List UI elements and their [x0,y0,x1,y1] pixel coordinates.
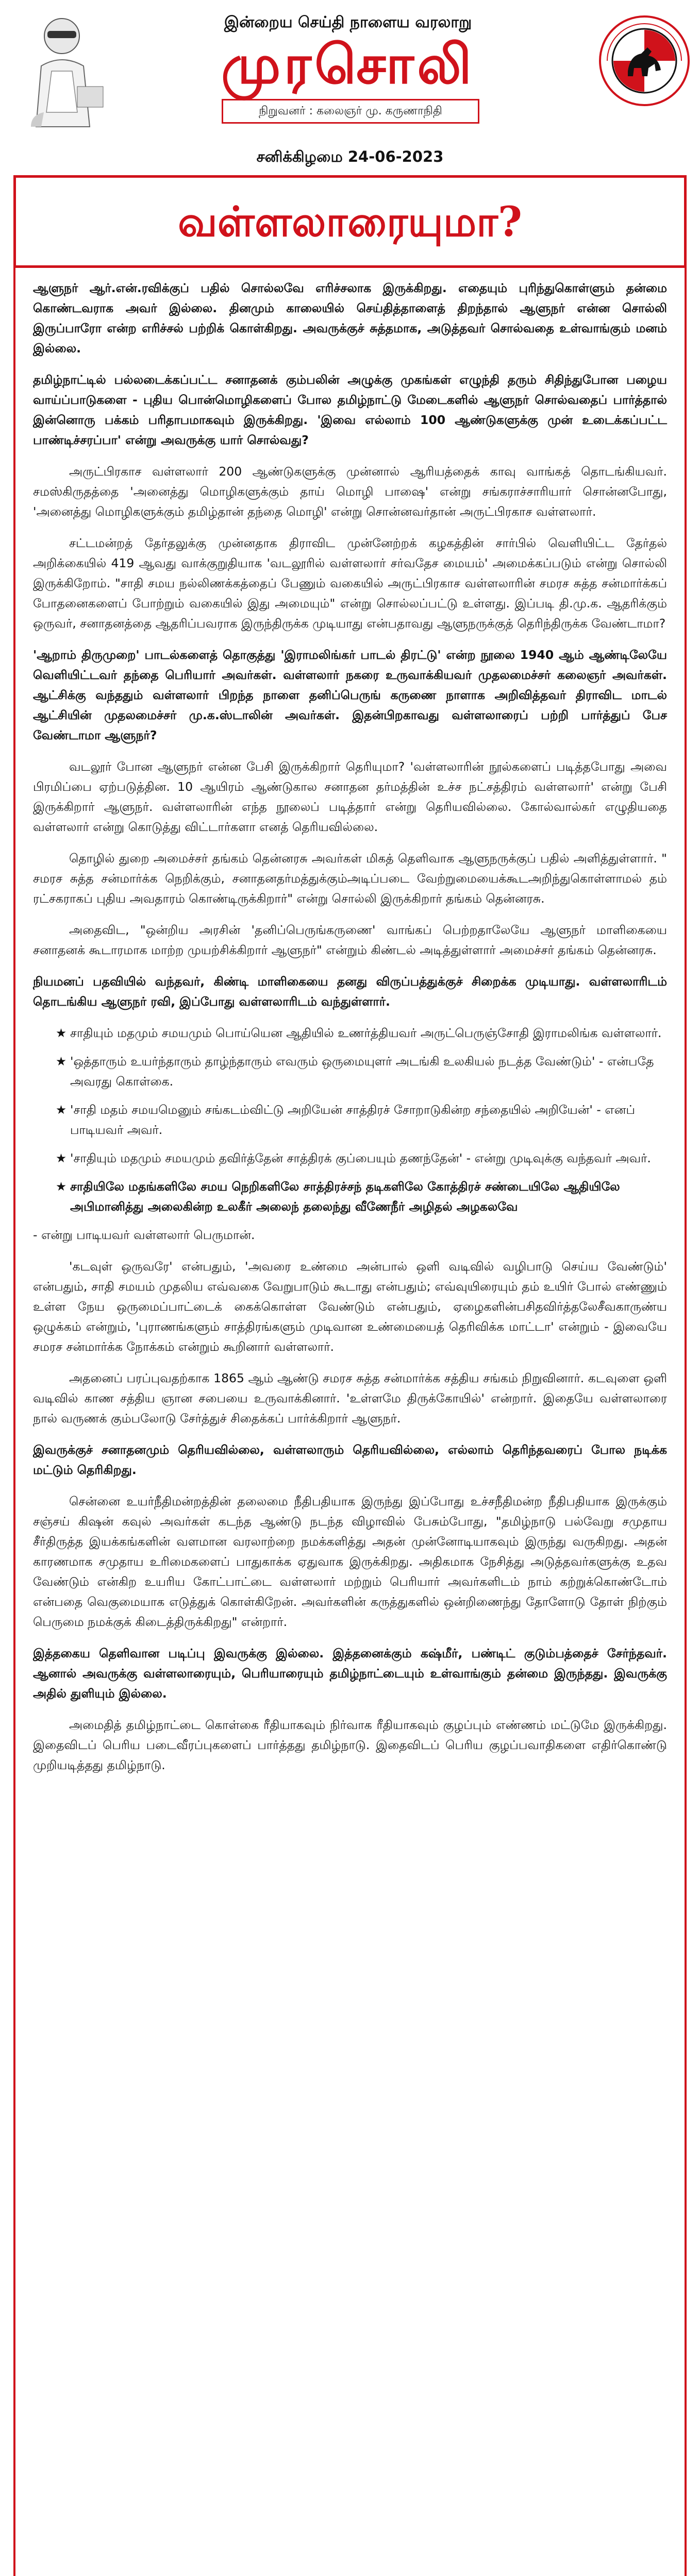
after-bullets-line: - என்று பாடியவர் வள்ளலார் பெருமான். [33,1228,255,1242]
paragraph-5: 'ஆறாம் திருமுறை' பாடல்களைத் தொகுத்து 'இராமலிங்கர் பாடல் திரட்டு' என்ற நூலை 1940 ஆம் ஆண்டிலேயே வெளியிட்டவர் தந்தை பெரியார் அவர்கள். வள்ளலார் நகரை உருவாக்கியவர் முதலமைச்சர் கலைஞர் அவர்கள். ஆட்சிக்கு வந்ததும் வள்ளலார் பிறந்த நாளை தனிப்பெருங் கருணை நாளாக அறிவித்தவர் திராவிட மாடல் ஆட்சியின் முதலமைச்சர் மு.க.ஸ்டாலின் அவர்கள். இதன்பிறகாவது வள்ளலாரைப் பற்றி பார்த்துப் பேச வேண்டாமா ஆளுநர்? [33,648,667,742]
paragraph-3: அருட்பிரகாச வள்ளலார் 200 ஆண்டுகளுக்கு முன்னால் ஆரியத்தைக் காவு வாங்கத் தொடங்கியவர். சமஸ்கிருதத்தை 'அனைத்து மொழிகளுக்கும் தாய் மொழி பாஷை' என்று சங்கராச்சாரியார் சொன்னபோது, 'அனைத்து மொழிகளுக்கும் தமிழ்தான் தந்தை மொழி' என்று சொன்னவர்தான் அருட்பிரகாச வள்ளலார். [33,464,667,519]
paragraph-9: நியமனப் பதவியில் வந்தவர், கிண்டி மாளிகையை தனது விருப்பத்துக்குச் சிறைக்க முடியாது. வள்ளலாரிடம் தொடங்கிய ஆளுநர் ரவி, இப்போது வள்ளலாரிடம் வந்துள்ளார். [33,974,667,1009]
party-emblem-icon [598,14,691,107]
bullet-text: 'சாதியும் மதமும் சமயமும் தவிர்த்தேன் சாத்திரக் குப்பையும் தணந்தேன்' - என்று முடிவுக்கு வந்தவர் அவர். [70,1151,651,1165]
paragraph-13: சென்னை உயர்நீதிமன்றத்தின் தலைமை நீதிபதியாக இருந்து இப்போது உச்சநீதிமன்ற நீதிபதியாக இருக்கும் சஞ்சய் கிஷன் கவுல் அவர்கள் கடந்த ஆண்டு நடந்த விழாவில் பேசும்போது, "தமிழ்நாடு பல்வேறு சமுதாய சீர்திருத்த இயக்கங்களின் வளமான வரலாற்றை நமக்களித்து அதன் முன்னோடியாகவும் இருந்து வருகிறது. அதன் காரணமாக சமுதாய உரிமைகளைப் பாதுகாக்க ஏதுவாக இருக்கிறது. அதிகமாக நேசித்து அடுத்தவர்களுக்கு உதவ வேண்டும் என்கிற உயரிய கோட்பாட்டை வள்ளலார் மற்றும் பெரியார் அவர்களிடம் நாம் கற்றுக்கொண்டோம் என்பதை வெகுமையாக எடுத்துக் கொள்கிறேன். அவர்களின் கருத்துகளில் ஒன்றிணைந்து தோளோடு தோள் நிற்கும் பெருமை நமக்குக் கிடைத்திருக்கிறது" என்றார். [33,1494,667,1629]
tagline: இன்றைய செய்தி நாளைய வரலாறு [224,13,472,31]
star-bullet-icon: ★ [56,1054,67,1069]
bullet-item [33,1148,667,1168]
paragraph-1: ஆளுநர் ஆர்.என்.ரவிக்குப் பதில் சொல்லவே எரிச்சலாக இருக்கிறது. எதையும் புரிந்துகொள்ளும் தன்மை கொண்டவராக அவர் இல்லை. தினமும் காலையில் செய்தித்தாளைத் திறந்தால் ஆளுநர் என்ன சொல்லி இருப்பாரோ என்ற எரிச்சல் பற்றிக் கொள்கிறது. அவருக்குச் சுத்தமாக, அடுத்தவர் சொல்வதை உள்வாங்கும் மனம் இல்லை. [33,281,667,355]
headline: வள்ளலாரையுமா? [178,197,522,246]
founder-portrait [21,9,108,128]
bullet-item [33,1023,667,1043]
bullet-text: சாதியிலே மதங்களிலே சமய நெறிகளிலே சாத்திரச்சந் தடிகளிலே கோத்திரச் சண்டையிலே ஆதியிலே அபிமானித்து அலைகின்ற உலகீர் அலைந் தலைந்து வீணேநீர் அழிதல் அழகலவே [70,1179,620,1214]
founder-line: நிறுவனர் : கலைஞர் மு. கருணாநிதி [222,99,479,124]
paragraph-6: வடலூர் போன ஆளுநர் என்ன பேசி இருக்கிறார் தெரியுமா? 'வள்ளலாரின் நூல்களைப் படித்தபோது அவை பிரமிப்பை ஏற்படுத்தின. 10 ஆயிரம் ஆண்டுகால சனாதன தர்மத்தின் உச்ச நட்சத்திரம் வள்ளலார்' என்று பேசி இருக்கிறார் ஆளுநர். வள்ளலாரின் எந்த நூலைப் படித்தார் என்று தெரியவில்லை. கோல்வால்கர் எழுதியதை வள்ளலார் என்று கொடுத்து விட்டார்களா எனத் தெரியவில்லை. [33,759,667,834]
star-bullet-icon: ★ [56,1179,67,1194]
bullet-item [33,1100,667,1140]
paragraph-15: அமைதித் தமிழ்நாட்டை கொள்கை ரீதியாகவும் நிர்வாக ரீதியாகவும் குழப்பும் எண்ணம் மட்டுமே இருக்கிறது. இதைவிடப் பெரிய படைவீரப்புகளைப் பார்த்தது தமிழ்நாடு. இதைவிடப் பெரிய குழப்பவாதிகளை எதிர்கொண்டு முறியடித்தது தமிழ்நாடு. [33,1718,667,1772]
paragraph-10: 'கடவுள் ஒருவரே' என்பதும், 'அவரை உண்மை அன்பால் ஒளி வடிவில் வழிபாடு செய்ய வேண்டும்' என்பதும், சாதி சமயம் முதலிய எவ்வகை வேறுபாடும் கூடாது என்பதும்; எவ்வுயிரையும் தம் உயிர் போல் எண்ணும் உள்ள நேய ஒருமைப்பாட்டைக் கைக்கொள்ள வேண்டும் என்பதும், ஏழைகளின்பசிதவிர்த்தலேசீவகாருண்ய ஒழுக்கம் என்றும், 'புராணங்களும் சாத்திரங்களும் முடிவான உண்மையைத் தெரிவிக்க மாட்டா' என்றும் - இவையே சமரச சன்மார்க்க நோக்கம் என்றும் கூறினார் வள்ளலார். [33,1259,667,1354]
newspaper-logo: முரசொலி [221,32,475,96]
bullet-text: 'சாதி மதம் சமயமெனும் சங்கடம்விட்டு அறியேன் சாத்திரச் சோறாடுகின்ற சந்தையில் அறியேன்' - எனப் பாடியவர் அவர். [70,1103,635,1137]
bullet-item [33,1177,667,1217]
paragraph-12: இவருக்குச் சனாதனமும் தெரியவில்லை, வள்ளலாரும் தெரியவில்லை, எல்லாம் தெரிந்தவரைப் போல நடிக்க மட்டும் தெரிகிறது. [33,1443,667,1477]
paragraph-14: இத்தகைய தெளிவான படிப்பு இவருக்கு இல்லை. இத்தனைக்கும் கஷ்மீர், பண்டிட் குடும்பத்தைச் சேர்ந்தவர். ஆனால் அவருக்கு வள்ளலாரையும், பெரியாரையும் தமிழ்நாட்டையும் உள்வாங்கும் தன்மை இருந்தது. இவருக்கு அதில் துளியும் இல்லை. [33,1646,667,1701]
dateline: சனிக்கிழமை 24-06-2023 [256,148,444,165]
paragraph-2: தமிழ்நாட்டில் பல்லடைக்கப்பட்ட சனாதனக் கும்பலின் அழுக்கு முகங்கள் எழுந்தி தரும் சிதிந்துபோன பழைய வாய்ப்பாடுகளை - புதிய பொன்மொழிகளைப் போல தமிழ்நாட்டு மேடைகளில் ஆளுநர் சொல்வதைப் பார்த்தால் இன்னொரு பக்கம் பரிதாபமாகவும் இருக்கிறது. 'இவை எல்லாம் 100 ஆண்டுகளுக்கு முன் உடைக்கப்பட்ட பாண்டிச்சரப்பா' என்று அவருக்கு யார் சொல்வது? [33,372,667,447]
masthead [0,0,700,139]
headline-box [13,175,687,268]
paragraph-11: அதனைப் பரப்புவதற்காக 1865 ஆம் ஆண்டு சமரச சுத்த சன்மார்க்க சத்திய சங்கம் நிறுவினார். கடவுளை ஒளி வடிவில் காண சத்திய ஞான சபையை உருவாக்கினார். 'உள்ளமே திருக்கோயில்' என்றார். இதையே வள்ளலாரை நால் வருணக் கும்பலோடு சேர்த்துச் சிதைக்கப் பார்க்கிறார் ஆளுநர். [33,1371,667,1426]
star-bullet-icon: ★ [56,1151,67,1165]
star-bullet-icon: ★ [56,1026,67,1040]
paragraph-7: தொழில் துறை அமைச்சர் தங்கம் தென்னரசு அவர்கள் மிகத் தெளிவாக ஆளுநருக்குப் பதில் அளித்துள்ளார். " சமரச சுத்த சன்மார்க்க நெறிக்கும், சனாதனதர்மத்துக்கும்அடிப்படை வேற்றுமையைக்கூடஅறிந்துகொள்ளாமல் தம் ரட்சகராகப் புதிய அவதாரம் கொண்டிருக்கிறார்" என்று சொல்லி இருக்கிறார் தங்கம் தென்னரசு. [33,851,667,906]
editorial-body [13,268,687,2576]
bullet-text: சாதியும் மதமும் சமயமும் பொய்யென ஆதியில் உணர்த்தியவர் அருட்பெருஞ்சோதி இராமலிங்க வள்ளலார். [70,1026,662,1040]
star-bullet-icon: ★ [56,1103,67,1117]
paragraph-8: அதைவிட, "ஒன்றிய அரசின் 'தனிப்பெருங்கருணை' வாங்கப் பெற்றதாலேயே ஆளுநர் மாளிகையை சனாதனக் கூடாரமாக மாற்ற முயற்சிக்கிறார் ஆளுநர்" என்றும் கிண்டல் அடித்துள்ளார் அமைச்சர் தங்கம் தென்னரசு. [33,923,667,957]
bullet-item [33,1052,667,1092]
bullet-text: 'ஒத்தாரும் உயர்ந்தாரும் தாழ்ந்தாரும் எவரும் ஒருமையுளர் அடங்கி உலகியல் நடத்த வேண்டும்' - என்பதே அவரது கொள்கை. [70,1054,654,1089]
paragraph-4: சட்டமன்றத் தேர்தலுக்கு முன்னதாக திராவிட முன்னேற்றக் கழகத்தின் சார்பில் வெளியிட்ட தேர்தல் அறிக்கையில் 419 ஆவது வாக்குறுதியாக 'வடலூரில் வள்ளலார் சர்வதேச மையம்' அமைக்கப்படும் என்று சொல்லி இருக்கிறோம். "சாதி சமய நல்லிணக்கத்தைப் பேணும் வகையில் அருட்பிரகாச வள்ளலாரின் சமரச சுத்த சன்மார்க்கப் போதனைகளைப் போற்றும் வகையில் இது அமையும்" என்று சொல்லப்பட்டு உள்ளது. இப்படி தி.மு.க. ஆதரிக்கும் ஒருவர், சனாதனத்தை ஆதரிப்பவராக இருந்திருக்க முடியாது என்பதாவது ஆளுநருக்குத் தெரிந்திருக்க வேண்டாமா? [33,536,667,631]
